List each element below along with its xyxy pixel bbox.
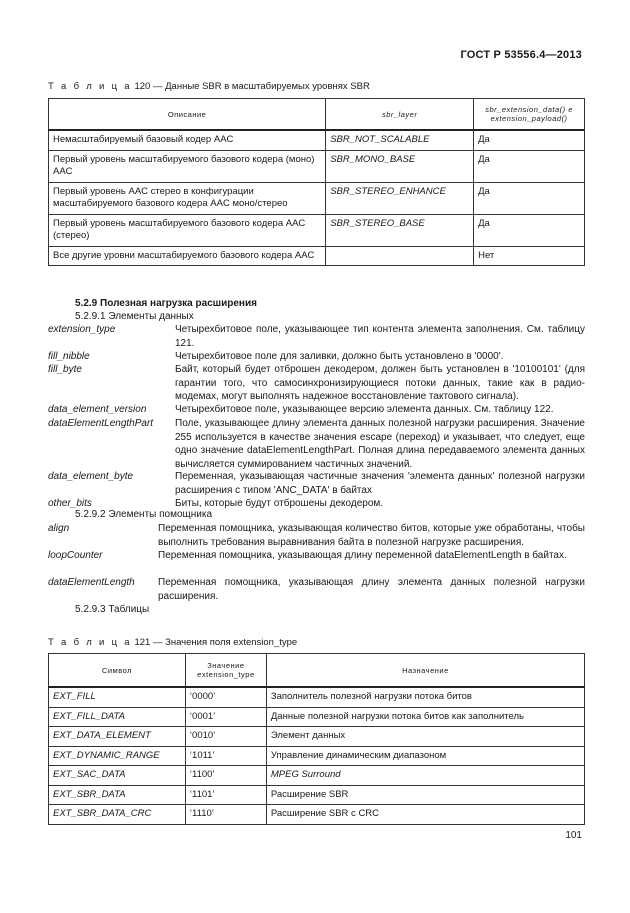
- definition-item: [48, 522, 585, 549]
- definition-term: fill_nibble: [48, 351, 90, 362]
- definition-term: dataElementLength: [48, 577, 135, 588]
- definition-text: Четырехбитовое поле для заливки, должно быть установлено в '0000'.: [175, 351, 504, 362]
- definition-text: Байт, который будет отброшен декодером, должен быть установлен в '10100101' (для гарантии того, что самосинхронизирующиеся потоки данных, такие как в радио-модемах, могут выполнять надежное восстановление тактового сигнала).: [175, 364, 585, 402]
- definition-text: Четырехбитовое поле, указывающее тип контента элемента заполнения. См. таблицу 121.: [175, 324, 585, 349]
- table-row: [49, 766, 585, 786]
- table-row: [49, 182, 585, 214]
- table-cell: SBR_NOT_SCALABLE: [326, 130, 474, 150]
- table-row: [49, 707, 585, 727]
- table-cell: Управление динамическим диапазоном: [266, 746, 584, 766]
- table-cell: Да: [474, 130, 585, 150]
- subsection-helper-elements: 5.2.9.2 Элементы помощника: [75, 509, 213, 520]
- table121-caption: [48, 637, 297, 648]
- table-cell: ‘1100’: [185, 766, 266, 786]
- definition-text: Поле, указывающее длину элемента данных полезной нагрузки расширения. Значение 255 используется в качестве значения escape (переход) и указывает, что следует, еще одно значение dataElementLengthPart. Полная длина передаваемого элемента данных вычисляется суммированием частичных значений.: [175, 418, 585, 470]
- definition-text: Четырехбитовое поле, указывающее версию элемента данных. См. таблицу 122.: [175, 404, 554, 415]
- table-cell: Первый уровень масштабируемого базового кодера AAC (стерео): [49, 214, 326, 246]
- table-row: [49, 150, 585, 182]
- table-cell: Расширение SBR с CRC: [266, 805, 584, 825]
- standard-header: ГОСТ Р 53556.4—2013: [460, 49, 582, 61]
- table-row: [49, 246, 585, 266]
- subsection-tables: 5.2.9.3 Таблицы: [75, 604, 150, 615]
- table-cell: Да: [474, 150, 585, 182]
- table-cell: ‘0001’: [185, 707, 266, 727]
- table-cell: EXT_FILL_DATA: [49, 707, 186, 727]
- table120-caption-text: 120 — Данные SBR в масштабируемых уровнях SBR: [134, 81, 370, 92]
- definition-term: fill_byte: [48, 364, 82, 375]
- table-cell: MPEG Surround: [266, 766, 584, 786]
- table-cell: SBR_MONO_BASE: [326, 150, 474, 182]
- table121-header-symbol: Символ: [49, 654, 186, 688]
- definition-term: dataElementLengthPart: [48, 418, 154, 429]
- table-cell: EXT_DYNAMIC_RANGE: [49, 746, 186, 766]
- definition-item: [48, 323, 585, 350]
- definition-item: [48, 549, 585, 576]
- table120-header-extension: sbr_extension_data() e extension_payload(): [474, 99, 585, 131]
- table-cell: ‘1011’: [185, 746, 266, 766]
- definition-term: loopCounter: [48, 550, 103, 561]
- table-120: [48, 98, 585, 266]
- table-cell: Расширение SBR: [266, 785, 584, 805]
- table-cell: EXT_SBR_DATA_CRC: [49, 805, 186, 825]
- table120-caption-prefix: Т а б л и ц а: [48, 81, 132, 92]
- table-row: [49, 746, 585, 766]
- table-cell: Заполнитель полезной нагрузки потока битов: [266, 687, 584, 707]
- table121-caption-prefix: Т а б л и ц а: [48, 637, 132, 648]
- table-cell: EXT_SBR_DATA: [49, 785, 186, 805]
- table-cell: EXT_FILL: [49, 687, 186, 707]
- definition-text: Биты, которые будут отброшены декодером.: [175, 498, 384, 509]
- table-cell: ‘1101’: [185, 785, 266, 805]
- table-row: [49, 805, 585, 825]
- definition-item: [48, 350, 585, 364]
- table-row: [49, 130, 585, 150]
- table-cell: ‘1110’: [185, 805, 266, 825]
- table-cell: ‘0000’: [185, 687, 266, 707]
- subsection-data-elements: 5.2.9.1 Элементы данных: [75, 311, 194, 322]
- definition-term: other_bits: [48, 498, 92, 509]
- table-cell: Да: [474, 182, 585, 214]
- table-cell: Первый уровень AAC стерео в конфигурации масштабируемого базового кодера AAC моно/стерео: [49, 182, 326, 214]
- table-cell: Да: [474, 214, 585, 246]
- table120-caption: [48, 81, 370, 92]
- table-cell: [326, 246, 474, 266]
- table-row: [49, 214, 585, 246]
- definition-term: data_element_byte: [48, 471, 134, 482]
- table-cell: Первый уровень масштабируемого базового кодера (моно) AAC: [49, 150, 326, 182]
- table121-caption-text: 121 — Значения поля extension_type: [134, 637, 298, 648]
- definition-term: align: [48, 523, 70, 534]
- page-number: 101: [565, 830, 582, 841]
- definition-item: [48, 576, 585, 603]
- table-cell: Элемент данных: [266, 727, 584, 747]
- definition-term: data_element_version: [48, 404, 147, 415]
- table-cell: SBR_STEREO_ENHANCE: [326, 182, 474, 214]
- definition-item: [48, 470, 585, 497]
- table-cell: EXT_SAC_DATA: [49, 766, 186, 786]
- definition-item: [48, 403, 585, 417]
- table-row: [49, 785, 585, 805]
- definition-text: Переменная помощника, указывающая количество битов, которые уже обработаны, чтобы выполнить требования выравнивания байта в полезной нагрузке расширения.: [158, 523, 585, 548]
- table-cell: ‘0010’: [185, 727, 266, 747]
- definition-term: extension_type: [48, 324, 116, 335]
- definition-text: Переменная помощника, указывающая длину элемента данных полезной нагрузки расширения.: [158, 577, 585, 602]
- table120-header-description: Описание: [49, 99, 326, 131]
- section-title: 5.2.9 Полезная нагрузка расширения: [75, 298, 257, 309]
- table-cell: Немасштабируемый базовый кодер AAC: [49, 130, 326, 150]
- table121-header-value: Значение extension_type: [185, 654, 266, 688]
- table-cell: SBR_STEREO_BASE: [326, 214, 474, 246]
- definition-text: Переменная, указывающая частичные значения 'элемента данных' полезной нагрузки расширения с типом 'ANC_DATA' в байтах: [175, 471, 585, 496]
- table-cell: Данные полезной нагрузки потока битов как заполнитель: [266, 707, 584, 727]
- table-cell: Все другие уровни масштабируемого базового кодера AAC: [49, 246, 326, 266]
- definition-item: [48, 417, 585, 471]
- table-row: [49, 687, 585, 707]
- table121-header-purpose: Назначение: [266, 654, 584, 688]
- definition-item: [48, 363, 585, 403]
- table-row: [49, 727, 585, 747]
- table120-header-sbr-layer: sbr_layer: [326, 99, 474, 131]
- table-cell: EXT_DATA_ELEMENT: [49, 727, 186, 747]
- definition-text: Переменная помощника, указывающая длину переменной dataElementLength в байтах.: [158, 550, 567, 561]
- table-121: [48, 653, 585, 825]
- table-cell: Нет: [474, 246, 585, 266]
